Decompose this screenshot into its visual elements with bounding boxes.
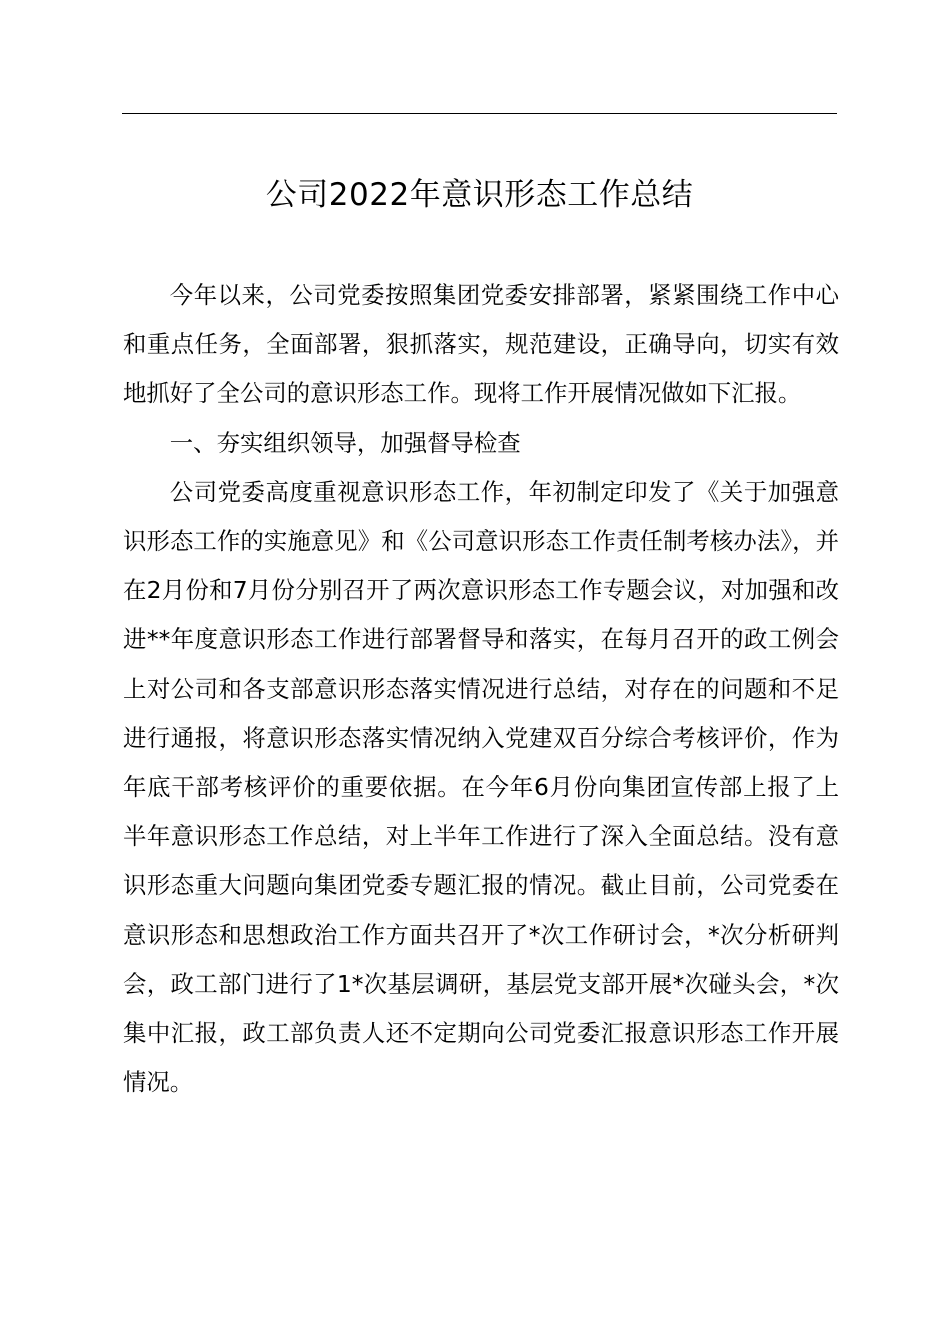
- paragraph-section-1: 公司党委高度重视意识形态工作，年初制定印发了《关于加强意识形态工作的实施意见》和《公司意识形态工作责任制考核办法》，并在2月份和7月份分别召开了两次意识形态工作专题会议，对加强和改进**年度意识形态工作进行部署督导和落实，在每月召开的政工例会上对公司和各支部意识形态落实情况进行总结，对存在的问题和不足进行通报，将意识形态落实情况纳入党建双百分综合考核评价，作为年底干部考核评价的重要依据。在今年6月份向集团宣传部上报了上半年意识形态工作总结，对上半年工作进行了深入全面总结。没有意识形态重大问题向集团党委专题汇报的情况。截止目前，公司党委在意识形态和思想政治工作方面共召开了*次工作研讨会，*次分析研判会，政工部门进行了1*次基层调研，基层党支部开展*次碰头会，*次集中汇报，政工部负责人还不定期向公司党委汇报意识形态工作开展情况。: [123, 477, 839, 1097]
- paragraph-intro: 今年以来，公司党委按照集团党委安排部署，紧紧围绕工作中心和重点任务，全面部署，狠抓落实，规范建设，正确导向，切实有效地抓好了全公司的意识形态工作。现将工作开展情况做如下汇报。: [123, 281, 839, 408]
- document-body: [123, 271, 839, 1107]
- section-heading-1: 一、夯实组织领导，加强督导检查: [169, 428, 521, 457]
- header-rule: [122, 113, 837, 114]
- document-title: 公司2022年意识形态工作总结: [265, 177, 694, 213]
